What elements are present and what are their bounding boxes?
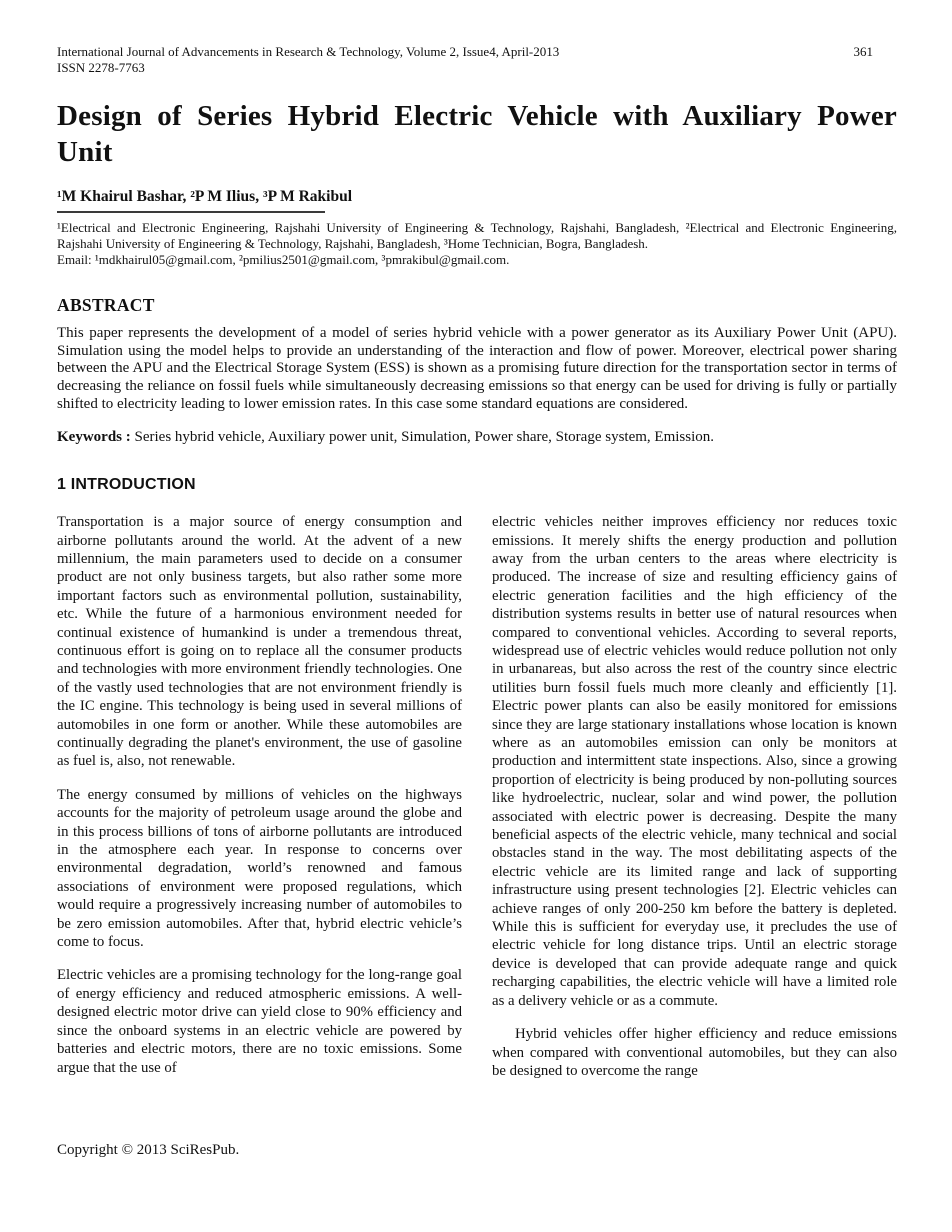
- affiliations-text: ¹Electrical and Electronic Engineering, Rajshahi University of Engineering & Technology, Rajshahi, Bangladesh, ²Electrical and Electronic Engineering, Rajshahi University of Engineering & Technology, Rajshahi, Bangladesh, ³Home Technician, Bogra, Bangladesh.: [57, 220, 897, 252]
- issn-line: ISSN 2278-7763: [57, 60, 145, 75]
- journal-line: International Journal of Advancements in Research & Technology, Volume 2, Issue4, April-2013: [57, 44, 560, 59]
- emails-line: Email: ¹mdkhairul05@gmail.com, ²pmilius2501@gmail.com, ³pmrakibul@gmail.com.: [57, 252, 510, 268]
- copyright-footer: Copyright © 2013 SciResPub.: [57, 1142, 240, 1158]
- authors-line: ¹M Khairul Bashar, ²P M Ilius, ³P M Rakibul: [57, 188, 353, 205]
- author-rule-divider: [57, 211, 325, 213]
- abstract-heading: ABSTRACT: [57, 294, 155, 315]
- keywords-label: Keywords :: [57, 429, 131, 446]
- left-column: [57, 513, 462, 1080]
- body-paragraph: The energy consumed by millions of vehicles on the highways accounts for the majority of petroleum usage around the globe and in this process billions of tons of airborne pollutants are introduced in the atmosphere each year. In response to concerns over environmental degradation, world’s renowned and famous associations of environment were proposed regulations, which would require a progressively increasing number of automobiles to be zero emission automobiles. After that, hybrid electric vehicle’s come to focus.: [57, 786, 462, 951]
- keywords-text: Series hybrid vehicle, Auxiliary power unit, Simulation, Power share, Storage system, Emission.: [134, 429, 714, 446]
- body-paragraph: Electric vehicles are a promising technology for the long-range goal of energy efficiency and reduced atmospheric emissions. A well-designed electric motor drive can yield close to 90% efficiency and since the onboard systems in an electric vehicle are powered by batteries and electric motors, there are no toxic emissions. Some argue that the use of: [57, 967, 462, 1076]
- section-heading-introduction: 1 INTRODUCTION: [57, 476, 196, 494]
- page-number: 361: [853, 44, 873, 59]
- body-paragraph: electric vehicles neither improves efficiency nor reduces toxic emissions. It merely shifts the energy production and pollution away from the urban centers to the areas where electricity is produced. The increase of size and resulting efficiency gains of electric generation facilities and the high efficiency of the distribution systems results in better use of natural resources when compared to conventional vehicles. According to several reports, widespread use of electric vehicles would reduce pollution not only in urbanareas, but also across the rest of the country since electric utilities burn fossil fuels much more cleanly and efficiently [1]. Electric power plants can also be easily monitored for emissions since they are large stationary installations whose location is known where as an automobiles emission can only be monitors at production and intermittent state inspections. Also, since a growing proportion of electricity is being produced by non-polluting sources like hydroelectric, nuclear, solar and wind power, the pollution associated with electric power is decreasing. Despite the many beneficial aspects of the electric vehicle, many technical and social obstacles stand in the way. The most debilitating aspects of the electric vehicle are its limited range and lack of supporting infrastructure using present technologies [2]. Electric vehicles can achieve ranges of only 200-250 km before the battery is depleted. While this is sufficient for everyday use, it precludes the use of electric vehicle for long distance trips. Until an electric storage device is developed that can provide adequate range and quick recharging capabilities, the electric vehicle will have a limited role as a delivery vehicle or as a commute.: [492, 514, 897, 1009]
- right-column: [492, 513, 897, 1080]
- two-column-body: [57, 513, 897, 1080]
- journal-info: [57, 44, 559, 76]
- body-paragraph: Transportation is a major source of energy consumption and airborne pollutants around the world. At the advent of a new millennium, the main parameters used to decide on a consumer product are not only business targets, but also rather some more important factors such as environmental pollution, sustainability, etc. While the future of a harmonious environment needed for continual existence of humankind is under a tremendous threat, continuous effort is going on to replace all the consumer products and technologies with more environment friendly technologies. One of the vastly used technologies that are not environment friendly is the IC engine. This technology is being used in several millions of automobiles in one form or another. While these automobiles are continually degrading the planet's environment, the use of gasoline as fuel is, also, not renewable.: [57, 514, 462, 770]
- paper-title: Design of Series Hybrid Electric Vehicle with Auxiliary Power Unit: [57, 100, 897, 168]
- keywords-line: [57, 429, 897, 446]
- abstract-text: This paper represents the development of a model of series hybrid vehicle with a power generator as its Auxiliary Power Unit (APU). Simulation using the model helps to provide an understanding of the interaction and flow of power. Moreover, electrical power sharing between the APU and the Electrical Storage System (ESS) is shown as a promising future direction for the transportation sector in terms of decreasing the reliance on fossil fuels while simultaneously decreasing emissions so that energy can be used for driving is fully or partially shifted to electricity leading to lower emission rates. In this case some standard equations are considered.: [57, 324, 897, 413]
- body-paragraph: Hybrid vehicles offer higher efficiency and reduce emissions when compared with conventional automobiles, but they can also be designed to overcome the range: [492, 1026, 897, 1079]
- journal-header: [57, 44, 897, 76]
